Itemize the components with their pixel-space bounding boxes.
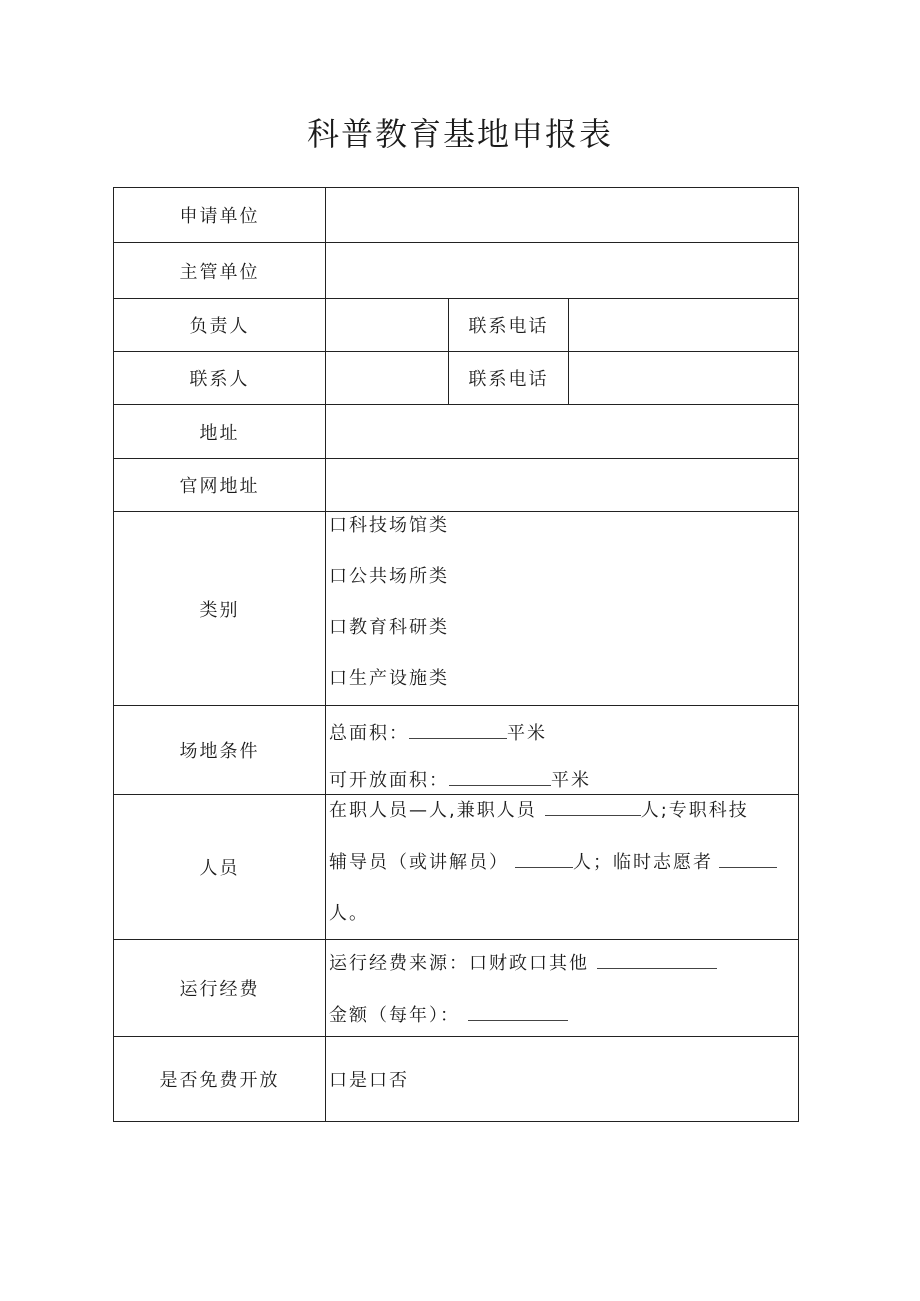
staff-details bbox=[326, 795, 799, 940]
row-staff bbox=[114, 795, 799, 940]
row-funding bbox=[114, 940, 799, 1037]
funding-amount-blank[interactable] bbox=[468, 1002, 568, 1021]
total-area-unit: 平米 bbox=[507, 723, 547, 744]
funding-amount-line bbox=[329, 1002, 798, 1029]
row-address bbox=[114, 405, 799, 459]
row-contact-person bbox=[114, 352, 799, 405]
staff-line-2-text-b: 人；临时志愿者 bbox=[573, 852, 713, 873]
category-options bbox=[326, 512, 799, 706]
address-field[interactable] bbox=[326, 405, 799, 459]
funding-other-blank[interactable] bbox=[597, 950, 717, 969]
funding-amount-prefix: 金额（每年）： bbox=[329, 1005, 460, 1026]
free-open-options[interactable]: 口是口否 bbox=[326, 1037, 799, 1122]
website-field[interactable] bbox=[326, 459, 799, 512]
funding-label: 运行经费 bbox=[114, 940, 326, 1037]
category-label: 类别 bbox=[114, 512, 326, 706]
total-area-blank[interactable] bbox=[409, 720, 507, 739]
supervising-unit-field[interactable] bbox=[326, 243, 799, 299]
row-applicant-unit bbox=[114, 188, 799, 243]
staff-line-2 bbox=[329, 849, 798, 876]
row-venue bbox=[114, 706, 799, 795]
website-label: 官网地址 bbox=[114, 459, 326, 512]
address-label: 地址 bbox=[114, 405, 326, 459]
free-open-label: 是否免费开放 bbox=[114, 1037, 326, 1122]
contact-person-field[interactable] bbox=[326, 352, 449, 405]
open-area-unit: 平米 bbox=[551, 770, 591, 791]
contact-person-phone-label: 联系电话 bbox=[449, 352, 569, 405]
row-category bbox=[114, 512, 799, 706]
total-area-prefix: 总面积： bbox=[329, 723, 409, 744]
staff-line-3: 人。 bbox=[329, 903, 369, 924]
supervising-unit-label: 主管单位 bbox=[114, 243, 326, 299]
person-in-charge-label: 负责人 bbox=[114, 299, 326, 352]
part-time-staff-blank[interactable] bbox=[545, 797, 641, 816]
funding-source-options[interactable]: 口财政口其他 bbox=[469, 953, 589, 974]
staff-line-2-text-a: 辅导员（或讲解员） bbox=[329, 852, 509, 873]
open-area-prefix: 可开放面积： bbox=[329, 770, 449, 791]
applicant-unit-label: 申请单位 bbox=[114, 188, 326, 243]
staff-line-1-text-b: 人;专职科技 bbox=[640, 800, 749, 821]
row-person-in-charge bbox=[114, 299, 799, 352]
funding-source-line bbox=[329, 950, 798, 977]
application-form-table bbox=[113, 187, 799, 1122]
row-supervising-unit bbox=[114, 243, 799, 299]
venue-conditions bbox=[326, 706, 799, 795]
staff-line-1 bbox=[329, 797, 798, 824]
category-option-education-research[interactable]: 口教育科研类 bbox=[329, 617, 449, 638]
person-in-charge-phone-label: 联系电话 bbox=[449, 299, 569, 352]
instructors-blank[interactable] bbox=[515, 849, 573, 868]
applicant-unit-field[interactable] bbox=[326, 188, 799, 243]
category-option-science-venue[interactable]: 口科技场馆类 bbox=[329, 515, 449, 536]
person-in-charge-field[interactable] bbox=[326, 299, 449, 352]
row-website bbox=[114, 459, 799, 512]
category-option-public-place[interactable]: 口公共场所类 bbox=[329, 566, 449, 587]
volunteers-blank[interactable] bbox=[719, 849, 777, 868]
contact-person-label: 联系人 bbox=[114, 352, 326, 405]
contact-person-phone-field[interactable] bbox=[569, 352, 799, 405]
page-title: 科普教育基地申报表 bbox=[306, 115, 613, 153]
category-option-production-facility[interactable]: 口生产设施类 bbox=[329, 668, 449, 689]
open-area-line bbox=[329, 767, 798, 794]
total-area-line bbox=[329, 720, 798, 747]
person-in-charge-phone-field[interactable] bbox=[569, 299, 799, 352]
open-area-blank[interactable] bbox=[449, 767, 551, 786]
staff-label: 人员 bbox=[114, 795, 326, 940]
funding-source-prefix: 运行经费来源： bbox=[329, 953, 469, 974]
staff-line-1-text-a: 在职人员—人,兼职人员 bbox=[329, 800, 537, 821]
row-free-open bbox=[114, 1037, 799, 1122]
funding-details bbox=[326, 940, 799, 1037]
venue-label: 场地条件 bbox=[114, 706, 326, 795]
